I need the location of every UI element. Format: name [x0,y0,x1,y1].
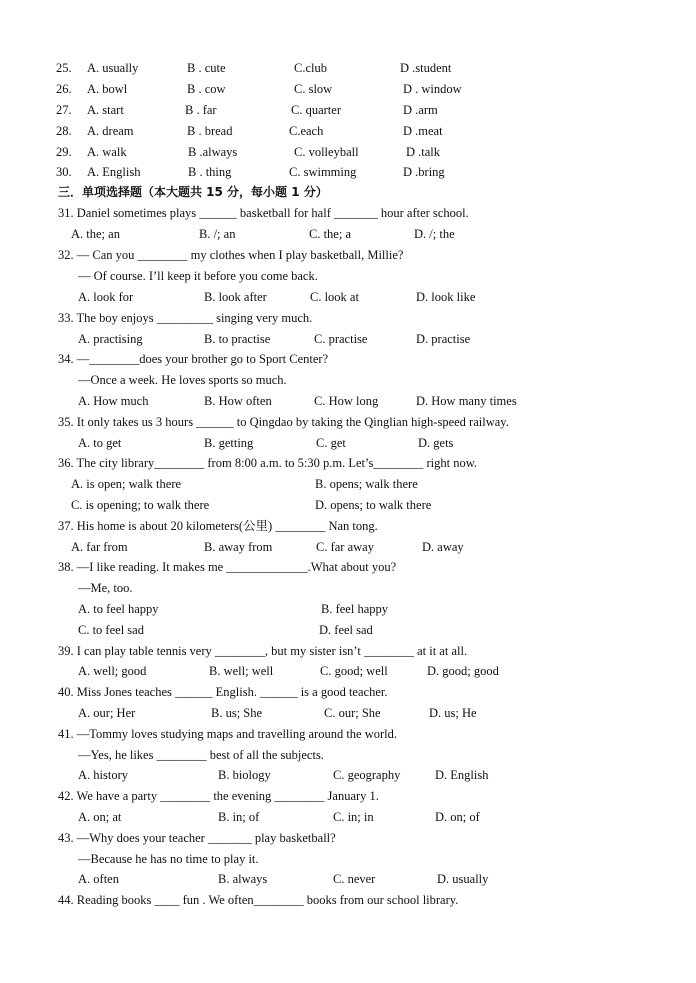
question-34-stem [0,349,696,369]
question-44-stem [0,890,696,910]
option-c: C. look at [310,290,359,304]
question-40-options [0,703,696,723]
question-36-options-row2 [0,495,696,515]
question-43-stem [0,828,696,848]
option-d: D .talk [406,145,441,159]
option-b: B . bread [187,124,233,138]
option-c: C. practise [314,332,368,346]
question-text: 32. — Can you ________ my clothes when I play basketball, Millie? [58,248,404,262]
option-b: B. biology [218,768,271,782]
option-c: C.club [294,61,327,75]
question-41-options [0,765,696,785]
question-36-stem [0,453,696,473]
item-number: 30. [56,165,72,179]
option-a: A. How much [78,394,149,408]
item-number: 25. [56,61,72,75]
option-c: C. slow [294,82,333,96]
option-d: D. /; the [414,227,455,241]
option-d: D. usually [437,872,489,886]
question-text: 35. It only takes us 3 hours ______ to Qingdao by taking the Qinglian high-speed railway. [58,415,509,429]
option-a: A. on; at [78,810,122,824]
option-c: C. geography [333,768,401,782]
question-text: 42. We have a party ________ the evening ________ January 1. [58,789,379,803]
option-d: D .meat [403,124,443,138]
option-b: B . cute [187,61,226,75]
question-31-stem [0,203,696,223]
option-d: D. look like [416,290,476,304]
question-text: 38. —I like reading. It makes me _____________.What about you? [58,560,397,574]
question-41-stem [0,724,696,744]
item-number: 26. [56,82,72,96]
question-33-stem [0,308,696,328]
option-b: B . far [185,103,217,117]
question-text: 36. The city library________ from 8:00 a.m. to 5:30 p.m. Let’s________ right now. [58,456,478,470]
question-39-options [0,661,696,681]
question-34-options [0,391,696,411]
phonetic-row-26 [0,79,696,99]
item-number: 27. [56,103,72,117]
option-d: D. good; good [427,664,499,678]
option-c: C. volleyball [294,145,359,159]
question-text: 34. —________does your brother go to Sport Center? [58,352,329,366]
question-38-options-row2 [0,620,696,640]
item-number: 29. [56,145,72,159]
option-b: B. to practise [204,332,271,346]
option-c: C. good; well [320,664,388,678]
question-33-options [0,329,696,349]
question-43-reply [0,849,696,869]
question-35-stem [0,412,696,432]
question-text: 33. The boy enjoys _________ singing very much. [58,311,313,325]
dialogue-reply: — Of course. I’ll keep it before you come back. [78,269,318,283]
option-b: B. /; an [199,227,236,241]
question-32-stem [0,245,696,265]
option-b: B. How often [204,394,272,408]
option-d: D. on; of [435,810,480,824]
option-b: B. opens; walk there [315,477,418,491]
question-41-reply [0,745,696,765]
option-d: D. gets [418,436,454,450]
option-a: A. look for [78,290,134,304]
option-d: D. away [422,540,464,554]
question-32-reply [0,266,696,286]
option-b: B. feel happy [321,602,388,616]
section-title: 三．单项选择题（本大题共 15 分，每小题 1 分） [58,185,328,199]
option-d: D . window [403,82,462,96]
option-b: B. us; She [211,706,263,720]
option-a: A. bowl [87,82,128,96]
question-text: 44. Reading books ____ fun . We often________ books from our school library. [58,893,459,907]
phonetic-row-28 [0,121,696,141]
option-d: D .bring [403,165,445,179]
option-d: D. English [435,768,489,782]
question-38-reply [0,578,696,598]
option-a: A. start [87,103,124,117]
option-a: A. well; good [78,664,147,678]
question-text: 43. —Why does your teacher _______ play basketball? [58,831,336,845]
option-c: C. never [333,872,376,886]
option-d: D. opens; to walk there [315,498,432,512]
question-text: 31. Daniel sometimes plays ______ basketball for half _______ hour after school. [58,206,469,220]
option-a: A. history [78,768,128,782]
question-34-reply [0,370,696,390]
option-d: D. feel sad [319,623,373,637]
question-37-stem [0,516,696,536]
question-text: 40. Miss Jones teaches ______ English. ______ is a good teacher. [58,685,388,699]
option-c: C. far away [316,540,374,554]
question-37-options [0,537,696,557]
question-42-options [0,807,696,827]
option-b: B. away from [204,540,273,554]
option-a: A. walk [87,145,127,159]
option-a: A. is open; walk there [71,477,182,491]
item-number: 28. [56,124,72,138]
option-b: B. always [218,872,268,886]
option-a: A. often [78,872,119,886]
option-b: B . cow [187,82,226,96]
option-a: A. practising [78,332,143,346]
option-a: A. usually [87,61,139,75]
option-c: C. is opening; to walk there [71,498,210,512]
option-c: C. our; She [324,706,381,720]
question-38-stem [0,557,696,577]
option-c: C. swimming [289,165,357,179]
phonetic-row-27 [0,100,696,120]
option-b: B. well; well [209,664,274,678]
option-a: A. our; Her [78,706,136,720]
question-38-options-row1 [0,599,696,619]
option-b: B . thing [188,165,232,179]
option-c: C. in; in [333,810,374,824]
phonetic-row-25 [0,58,696,78]
option-c: C.each [289,124,324,138]
option-d: D .arm [403,103,438,117]
option-d: D. How many times [416,394,517,408]
phonetic-row-29 [0,142,696,162]
option-b: B. look after [204,290,267,304]
question-43-options [0,869,696,889]
option-d: D. practise [416,332,471,346]
option-c: C. quarter [291,103,341,117]
option-b: B. in; of [218,810,260,824]
question-32-options [0,287,696,307]
option-c: C. How long [314,394,379,408]
option-a: A. the; an [71,227,120,241]
question-31-options [0,224,696,244]
option-d: D. us; He [429,706,477,720]
option-c: C. the; a [309,227,352,241]
dialogue-reply: —Me, too. [78,581,133,595]
question-text: 37. His home is about 20 kilometers(公里) ________ Nan tong. [58,519,378,533]
question-text: 41. —Tommy loves studying maps and travelling around the world. [58,727,398,741]
option-c: C. get [316,436,346,450]
section-heading [0,182,696,202]
dialogue-reply: —Because he has no time to play it. [78,852,259,866]
option-d: D .student [400,61,452,75]
question-40-stem [0,682,696,702]
option-a: A. English [87,165,141,179]
dialogue-reply: —Once a week. He loves sports so much. [78,373,287,387]
option-b: B. getting [204,436,254,450]
question-42-stem [0,786,696,806]
option-a: A. dream [87,124,134,138]
question-text: 39. I can play table tennis very ________, but my sister isn’t ________ at it at all. [58,644,468,658]
question-39-stem [0,641,696,661]
option-c: C. to feel sad [78,623,144,637]
question-36-options-row1 [0,474,696,494]
option-b: B .always [188,145,238,159]
dialogue-reply: —Yes, he likes ________ best of all the subjects. [78,748,324,762]
option-a: A. to get [78,436,122,450]
phonetic-row-30 [0,162,696,182]
option-a: A. to feel happy [78,602,159,616]
question-35-options [0,433,696,453]
option-a: A. far from [71,540,128,554]
